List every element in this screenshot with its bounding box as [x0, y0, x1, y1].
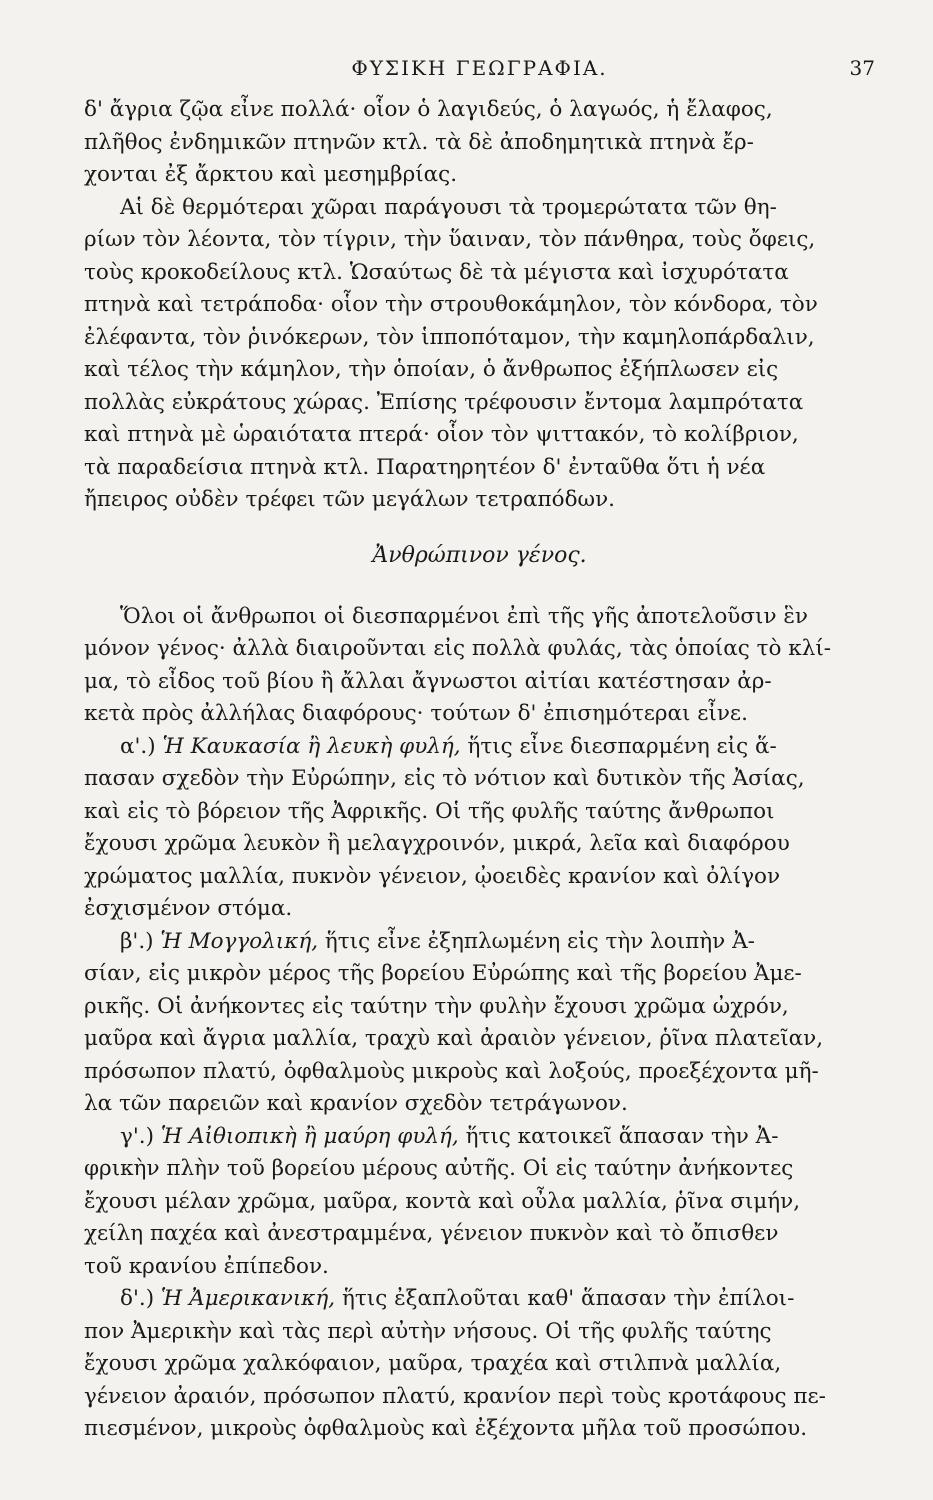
text-line: πασαν σχεδὸν τὴν Εὐρώπην, εἰς τὸ νότιον καὶ δυτικὸν τῆς Ἀσίας, [84, 766, 805, 791]
race-name: Ἡ Μογγολική, [160, 928, 319, 954]
text-line: χονται ἐξ ἄρκτου καὶ μεσημβρίας. [84, 162, 458, 187]
race-mark: γ'.) [120, 1123, 154, 1149]
race-name: Ἡ Καυκασία ἢ λευκὴ φυλή, [162, 733, 461, 759]
text-line: ἔχουσι χρῶμα λευκὸν ἢ μελαγχροινόν, μικρά, λεῖα καὶ διαφόρου [84, 831, 790, 856]
text-line: τοῦ κρανίου ἐπίπεδον. [84, 1253, 329, 1279]
text-line: ἤπειρος οὐδὲν τρέφει τῶν μεγάλων τετραπόδων. [84, 487, 615, 512]
text-line: πλῆθος ἐνδημικῶν πτηνῶν κτλ. τὰ δὲ ἀποδημητικὰ πτηνὰ ἔρ- [84, 129, 754, 155]
text-line: ρίων τὸν λέοντα, τὸν τίγριν, τὴν ὕαιναν, τὸν πάνθηρα, τοὺς ὄφεις, [84, 227, 816, 252]
text-line: λα τῶν παρειῶν καὶ κρανίον σχεδὸν τετράγωνον. [84, 1091, 628, 1116]
text-line: καὶ τέλος τὴν κάμηλον, τὴν ὁποίαν, ὁ ἄνθρωπος ἐξήπλωσεν εἰς [84, 357, 779, 382]
text-line: χρώματος μαλλία, πυκνὸν γένειον, ᾠοειδὲς κρανίον καὶ ὀλίγον [84, 863, 781, 889]
page-number: 37 [849, 56, 875, 80]
race-mark: δ'.) [120, 1286, 155, 1311]
race-entry-first-line [84, 1121, 875, 1154]
section-heading: Ἀνθρώπινον γένος. [372, 542, 587, 568]
text-line: τοὺς κροκοδείλους κτλ. Ὡσαύτως δὲ τὰ μέγιστα καὶ ἰσχυρότατα [84, 259, 789, 285]
page-header [84, 48, 875, 88]
body-text [84, 94, 875, 1446]
text-line: μόνον γένος· ἀλλὰ διαιροῦνται εἰς πολλὰ φυλάς, τὰς ὁποίας τὸ κλί- [84, 636, 832, 661]
text-line: μαῦρα καὶ ἄγρια μαλλία, τραχὺ καὶ ἀραιὸν γένειον, ῥῖνα πλατεῖαν, [84, 1026, 824, 1051]
text-line: πολλὰς εὐκράτους χώρας. Ἐπίσης τρέφουσιν ἔντομα λαμπρότατα [84, 389, 804, 415]
text-line: ἐλέφαντα, τὸν ῥινόκερων, τὸν ἱπποπόταμον, τὴν καμηλοπάρδαλιν, [84, 324, 815, 350]
race-name: Ἡ Αἰθιοπικὴ ἢ μαύρη φυλή, [160, 1123, 459, 1149]
text-line: φρικὴν πλὴν τοῦ βορείου μέρους αὐτῆς. Οἱ εἰς ταύτην ἀνήκοντες [84, 1156, 794, 1181]
race-text: ἥτις κατοικεῖ ἅπασαν τὴν Ἀ- [465, 1123, 779, 1149]
text-line: πιεσμένον, μικροὺς ὀφθαλμοὺς καὶ ἐξέχοντα μῆλα τοῦ προσώπου. [84, 1416, 808, 1441]
text-line: σίαν, εἰς μικρὸν μέρος τῆς βορείου Εὐρώπης καὶ τῆς βορείου Ἀμε- [84, 961, 802, 986]
text-line: πτηνὰ καὶ τετράποδα· οἷον τὴν στρουθοκάμηλον, τὸν κόνδορα, τὸν [84, 292, 818, 317]
text-line: ρικῆς. Οἱ ἀνήκοντες εἰς ταύτην τὴν φυλὴν ἔχουσι χρῶμα ὠχρόν, [84, 993, 789, 1019]
race-text: ἥτις ἐξαπλοῦται καθ' ἅπασαν τὴν ἐπίλοι- [341, 1286, 795, 1311]
race-mark: β'.) [120, 928, 154, 954]
text-line: Αἱ δὲ θερμότεραι χῶραι παράγουσι τὰ τρομερώτατα τῶν θη- [120, 194, 777, 220]
text-line: γένειον ἀραιόν, πρόσωπον πλατύ, κρανίον περὶ τοὺς κροτάφους πε- [84, 1383, 826, 1409]
text-line: τὰ παραδείσια πτηνὰ κτλ. Παρατηρητέον δ' ἐνταῦθα ὅτι ἡ νέα [84, 454, 766, 480]
text-line: καὶ πτηνὰ μὲ ὡραιότατα πτερά· οἷον τὸν ψιττακόν, τὸ κολίβριον, [84, 422, 799, 447]
race-mark: α'.) [120, 733, 156, 759]
race-entry-first-line [84, 731, 875, 764]
race-entry-first-line [84, 1283, 875, 1316]
text-line: πον Ἀμερικὴν καὶ τὰς περὶ αὐτὴν νήσους. Οἱ τῆς φυλῆς ταύτης [84, 1318, 772, 1344]
race-text: ἥτις εἶνε ἐξηπλωμένη εἰς τὴν λοιπὴν Ἀ- [324, 928, 755, 954]
text-line: ἔχουσι μέλαν χρῶμα, μαῦρα, κοντὰ καὶ οὖλα μαλλία, ῥῖνα σιμήν, [84, 1188, 801, 1214]
text-line: καὶ εἰς τὸ βόρειον τῆς Ἀφρικῆς. Οἱ τῆς φυλῆς ταύτης ἄνθρωποι [84, 798, 775, 824]
text-line: πρόσωπον πλατύ, ὀφθαλμοὺς μικροὺς καὶ λοξούς, προεξέχοντα μῆ- [84, 1058, 819, 1084]
running-title: ΦΥΣΙΚΗ ΓΕΩΓΡΑΦΙΑ. [351, 56, 608, 80]
text-line: Ὅλοι οἱ ἄνθρωποι οἱ διεσπαρμένοι ἐπὶ τῆς γῆς ἀποτελοῦσιν ἓν [120, 603, 808, 629]
text-line: μα, τὸ εἶδος τοῦ βίου ἢ ἄλλαι ἄγνωστοι αἰτίαι κατέστησαν ἀρ- [84, 668, 772, 694]
text-line: χείλη παχέα καὶ ἀνεστραμμένα, γένειον πυκνὸν καὶ τὸ ὄπισθεν [84, 1221, 779, 1246]
text-line: δ' ἄγρια ζῷα εἶνε πολλά· οἷον ὁ λαγιδεύς, ὁ λαγωός, ἡ ἔλαφος, [84, 97, 773, 122]
race-text: ἥτις εἶνε διεσπαρμένη εἰς ἅ- [467, 733, 777, 759]
race-name: Ἡ Ἀμερικανική, [160, 1286, 336, 1311]
text-line: ἐσχισμένον στόμα. [84, 896, 293, 921]
text-line: ἔχουσι χρῶμα χαλκόφαιον, μαῦρα, τραχέα καὶ στιλπνὰ μαλλία, [84, 1351, 782, 1376]
race-entry-first-line [84, 926, 875, 959]
text-line: κετὰ πρὸς ἀλλήλας διαφόρους· τούτων δ' ἐπισημότεραι εἶνε. [84, 701, 748, 726]
